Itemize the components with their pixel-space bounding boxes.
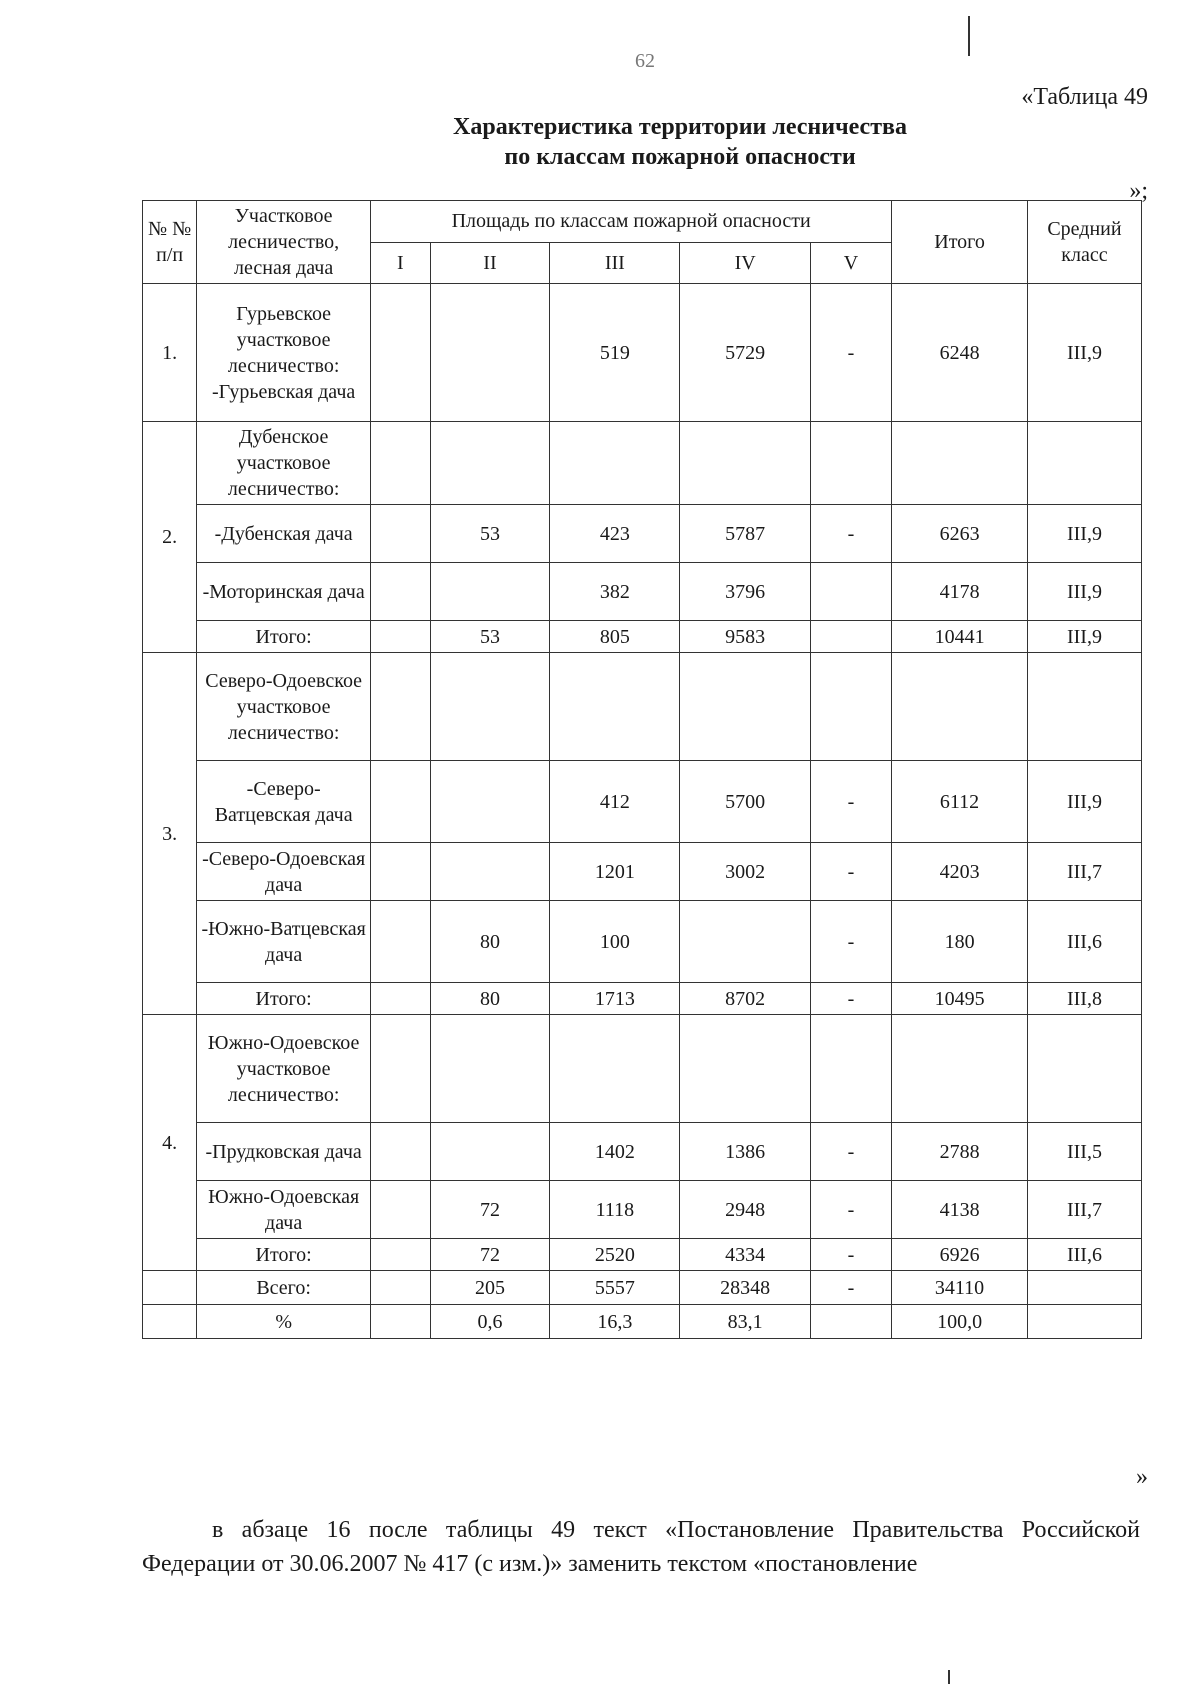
closing-quote-2: » [1136,1464,1148,1490]
table-row [143,1015,1142,1123]
cell-total: 4178 [892,563,1028,621]
row-num: 3. [143,653,197,1015]
closing-quote-1: »; [1129,178,1148,204]
row-num: 1. [143,284,197,422]
fire-danger-table [142,200,1142,1339]
cell-class-3: 5557 [550,1271,680,1305]
table-row [143,653,1142,761]
cell-class-1 [371,284,431,422]
cell-avg: III,5 [1027,1123,1141,1181]
cell-class-4: 28348 [680,1271,810,1305]
cell-class-1 [371,1305,431,1339]
cell-class-3: 100 [550,901,680,983]
title-line-1: Характеристика территории лесничества [453,114,907,140]
row-name: -Дубенская дача [197,505,371,563]
row-name: % [197,1305,371,1339]
row-name: Итого: [197,621,371,653]
cell-class-3: 1713 [550,983,680,1015]
body-paragraph: в абзаце 16 после таблицы 49 текст «Постановление Правительства Российской Федерации от 30.06.2007 № 417 (с изм.)» заменить текстом «постановление [142,1517,1140,1577]
row-name: Гурьевское участковое лесничество: -Гурьевская дача [197,284,371,422]
cell-total: 6263 [892,505,1028,563]
cell-class-5: - [810,761,891,843]
header-class-3: III [550,242,680,284]
cell-class-5: - [810,1181,891,1239]
cell-class-2 [430,563,549,621]
row-name: Всего: [197,1271,371,1305]
header-avg: Средний класс [1027,201,1141,284]
cell-class-2: 0,6 [430,1305,549,1339]
cell-class-1 [371,563,431,621]
cell-class-5: - [810,505,891,563]
table-row [143,1239,1142,1271]
table-title [330,112,1030,172]
cell-total: 6248 [892,284,1028,422]
cell-total: 6926 [892,1239,1028,1271]
section-header: Дубенское участковое лесничество: [197,422,371,505]
cell-class-1 [371,621,431,653]
grand-total-row [143,1271,1142,1305]
cell-class-4: 8702 [680,983,810,1015]
header-class-5: V [810,242,891,284]
row-name: -Северо-Одоевская дача [197,843,371,901]
cell-class-2 [430,1123,549,1181]
table-row [143,563,1142,621]
percent-row [143,1305,1142,1339]
cell-class-5 [810,1305,891,1339]
cell-avg: III,8 [1027,983,1141,1015]
row-name: -Моторинская дача [197,563,371,621]
cell-class-4: 5700 [680,761,810,843]
cell-total: 6112 [892,761,1028,843]
cell-avg: III,9 [1027,761,1141,843]
table-row [143,422,1142,505]
cell-class-1 [371,983,431,1015]
header-num: № № п/п [143,201,197,284]
scan-mark [948,1670,950,1684]
row-name: -Прудковская дача [197,1123,371,1181]
cell-class-1 [371,505,431,563]
cell-class-5 [810,621,891,653]
header-forestry: Участковое лесничество, лесная дача [197,201,371,284]
row-num: 4. [143,1015,197,1271]
cell-class-4: 4334 [680,1239,810,1271]
cell-class-1 [371,1181,431,1239]
cell-class-5 [810,563,891,621]
cell-avg: III,9 [1027,284,1141,422]
cell-avg: III,9 [1027,563,1141,621]
section-header: Северо-Одоевское участковое лесничество: [197,653,371,761]
cell-avg [1027,1305,1141,1339]
cell-class-2 [430,761,549,843]
table-row [143,1181,1142,1239]
cell-total: 100,0 [892,1305,1028,1339]
cell-class-4: 2948 [680,1181,810,1239]
cell-class-3: 1118 [550,1181,680,1239]
title-line-2: по классам пожарной опасности [504,144,856,170]
table-reference: «Таблица 49 [1021,84,1148,110]
table-row [143,901,1142,983]
section-header: Южно-Одоевское участковое лесничество: [197,1015,371,1123]
cell-class-2: 205 [430,1271,549,1305]
cell-class-1 [371,901,431,983]
cell-total: 4203 [892,843,1028,901]
table-row [143,284,1142,422]
header-total: Итого [892,201,1028,284]
table-row [143,843,1142,901]
cell-class-2 [430,843,549,901]
cell-class-1 [371,1123,431,1181]
cell-total: 34110 [892,1271,1028,1305]
cell-class-1 [371,761,431,843]
cell-class-4: 5729 [680,284,810,422]
cell-class-2: 72 [430,1239,549,1271]
cell-avg: III,6 [1027,901,1141,983]
cell-class-3: 2520 [550,1239,680,1271]
cell-total: 4138 [892,1181,1028,1239]
cell-class-3: 1402 [550,1123,680,1181]
cell-total: 10441 [892,621,1028,653]
cell-class-3: 519 [550,284,680,422]
cell-avg [1027,1271,1141,1305]
cell-class-5: - [810,1123,891,1181]
cell-class-2 [430,284,549,422]
cell-class-4: 3002 [680,843,810,901]
header-row-1 [143,201,1142,243]
cell-total: 2788 [892,1123,1028,1181]
cell-avg: III,9 [1027,505,1141,563]
cell-class-2: 72 [430,1181,549,1239]
header-class-4: IV [680,242,810,284]
cell-class-2: 53 [430,505,549,563]
cell-class-1 [371,843,431,901]
cell-class-2: 80 [430,983,549,1015]
cell-avg: III,7 [1027,843,1141,901]
cell-class-3: 1201 [550,843,680,901]
header-class-2: II [430,242,549,284]
row-name: -Северо-Ватцевская дача [197,761,371,843]
table-row [143,983,1142,1015]
cell-class-3: 423 [550,505,680,563]
cell-class-3: 16,3 [550,1305,680,1339]
row-name: Итого: [197,1239,371,1271]
cell-class-5: - [810,1239,891,1271]
cell-total: 180 [892,901,1028,983]
cell-class-5: - [810,284,891,422]
cell-class-4: 83,1 [680,1305,810,1339]
cell-class-4: 1386 [680,1123,810,1181]
table-row [143,1123,1142,1181]
table-row [143,505,1142,563]
cell-class-3: 382 [550,563,680,621]
page-number: 62 [635,50,655,72]
cell-class-5: - [810,901,891,983]
cell-class-3: 805 [550,621,680,653]
cell-class-4: 9583 [680,621,810,653]
header-class-1: I [371,242,431,284]
cell-class-4: 3796 [680,563,810,621]
cell-avg: III,6 [1027,1239,1141,1271]
row-name: Итого: [197,983,371,1015]
cell-class-1 [371,1239,431,1271]
row-name: Южно-Одоевская дача [197,1181,371,1239]
row-name: -Южно-Ватцевская дача [197,901,371,983]
scan-mark [968,16,970,56]
cell-total: 10495 [892,983,1028,1015]
row-num: 2. [143,422,197,653]
cell-avg: III,9 [1027,621,1141,653]
cell-class-3: 412 [550,761,680,843]
cell-class-1 [371,1271,431,1305]
cell-class-5: - [810,1271,891,1305]
cell-class-2: 53 [430,621,549,653]
cell-class-4 [680,901,810,983]
cell-class-5: - [810,843,891,901]
cell-class-4: 5787 [680,505,810,563]
header-area-group: Площадь по классам пожарной опасности [371,201,892,243]
table-row [143,761,1142,843]
table-row [143,621,1142,653]
cell-class-5: - [810,983,891,1015]
cell-avg: III,7 [1027,1181,1141,1239]
cell-class-2: 80 [430,901,549,983]
